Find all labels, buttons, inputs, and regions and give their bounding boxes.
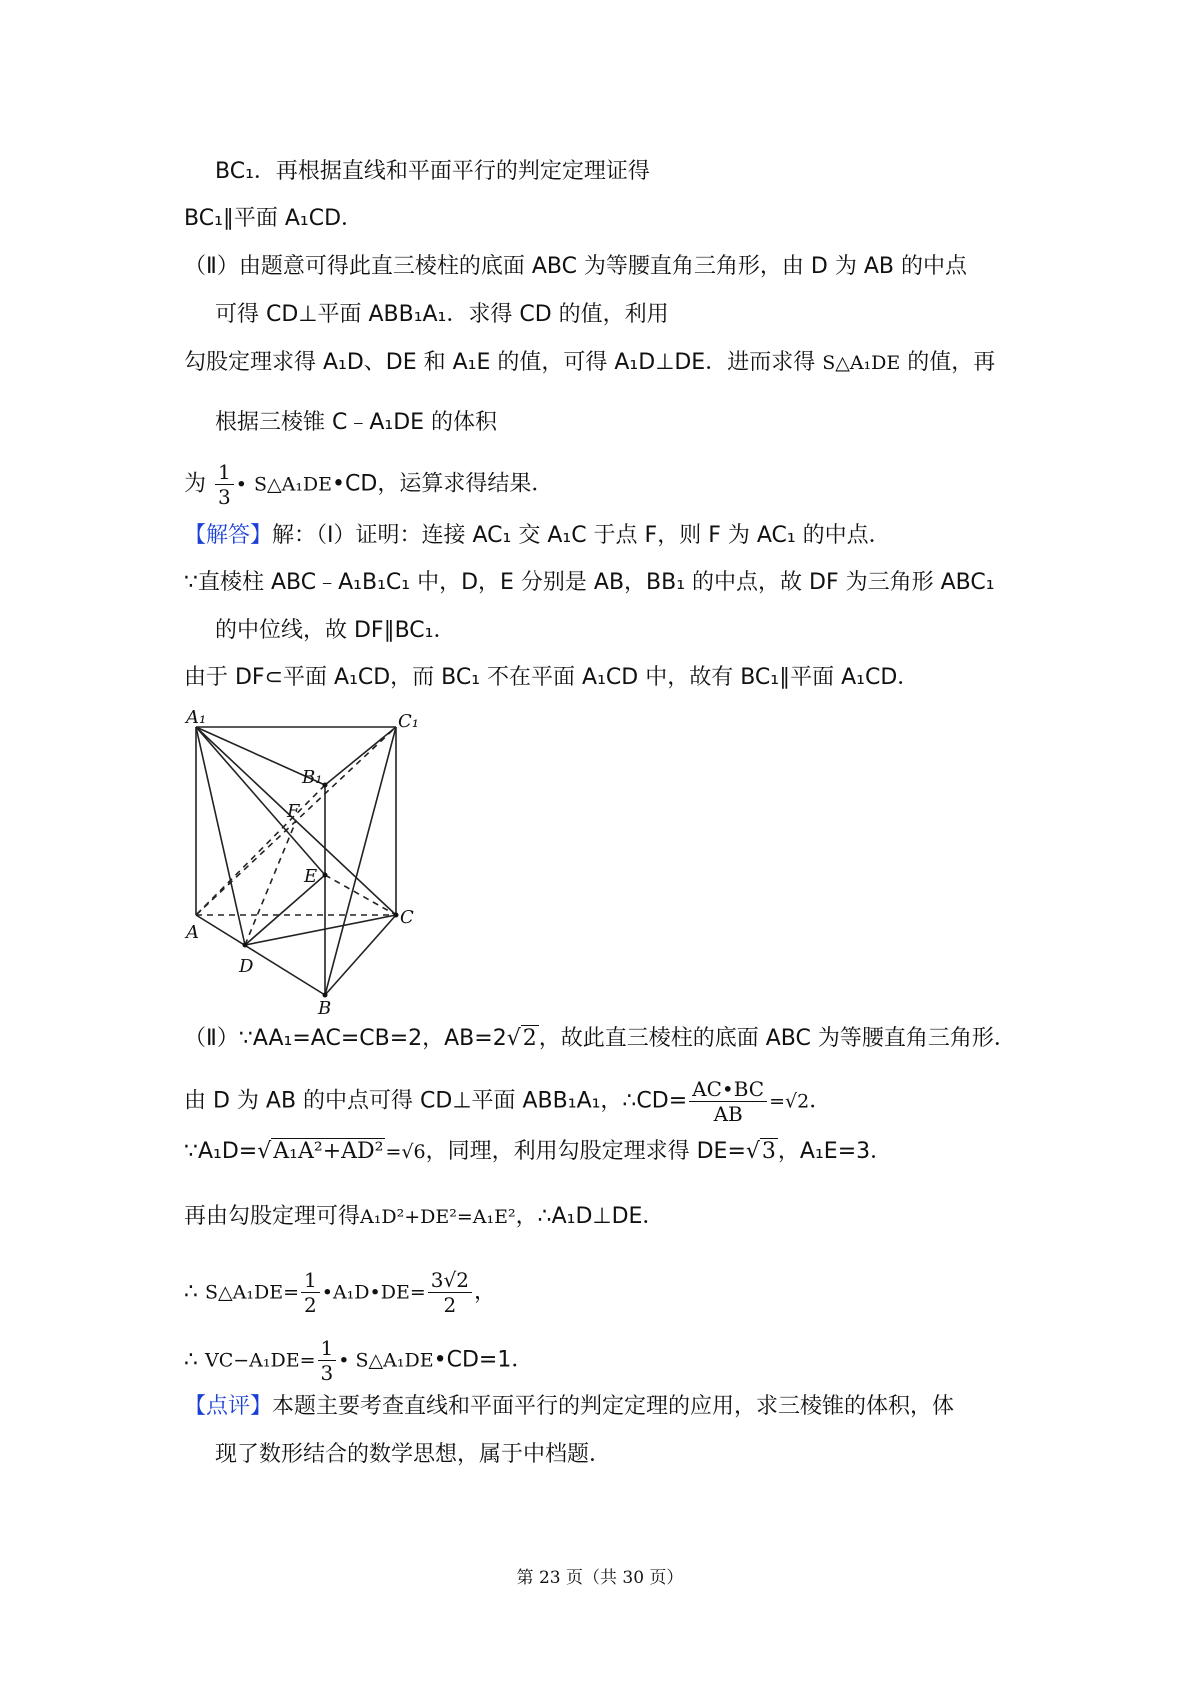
area-expression: • S△A₁DE [338, 1349, 434, 1372]
point-c [394, 913, 399, 918]
text: 为 [184, 471, 207, 497]
radicand: A₁A²+AD² [273, 1139, 384, 1164]
page-number: 第 23 页（共 30 页） [516, 1568, 684, 1588]
text-line [184, 252, 967, 282]
label-b1: B₁ [302, 767, 323, 788]
fraction [689, 1077, 767, 1126]
math-product: •A₁D•DE= [321, 1281, 426, 1304]
text: ，同理，利用勾股定理求得 DE= [425, 1139, 746, 1164]
denominator: 2 [304, 1293, 317, 1317]
area-expression: S△A₁DE [822, 352, 901, 374]
answer-label: 【解答】 [184, 523, 273, 548]
text-line [215, 616, 455, 646]
text: BC₁．再根据直线和平面平行的判定定理证得 [215, 159, 650, 184]
text-line [215, 300, 669, 330]
text-line [184, 1336, 533, 1385]
text: BC₁∥平面 A₁CD． [184, 206, 364, 231]
point-e [323, 873, 328, 878]
math-value: =√6 [385, 1141, 426, 1163]
numerator: 1 [318, 1336, 337, 1361]
numerator: AC•BC [689, 1077, 767, 1102]
text-line [215, 408, 497, 438]
prism-figure [184, 705, 434, 1015]
text-line [184, 521, 891, 551]
denominator: 3 [218, 485, 231, 509]
text-line [184, 460, 553, 509]
text: •CD，运算求得结果． [332, 471, 554, 497]
fraction [301, 1268, 320, 1317]
radicand: 3 [761, 1139, 776, 1164]
math-value: =√2 [769, 1090, 810, 1113]
edge-a1-e [196, 727, 325, 875]
text-line [184, 663, 919, 693]
text-line [184, 1137, 892, 1167]
text: ，A₁E=3． [777, 1139, 893, 1164]
label-a1: A₁ [186, 707, 207, 728]
page-footer [0, 1563, 1200, 1588]
label-f: F [287, 801, 300, 822]
text-line [184, 1268, 496, 1317]
radicand: 2 [522, 1026, 537, 1051]
edge-a1-d [196, 727, 245, 945]
sqrt-expression: √2 [506, 1026, 537, 1051]
edge-b1-a-dashed [196, 785, 325, 915]
text-line [184, 1077, 831, 1126]
sqrt-expression: √A₁A²+AD² [257, 1139, 384, 1164]
text: 的值，再 [907, 350, 996, 375]
text-line [184, 1202, 664, 1232]
text: 再由勾股定理可得 [184, 1204, 361, 1229]
label-c: C [400, 907, 414, 928]
denominator: 3 [320, 1361, 334, 1385]
text: ∵A₁D= [184, 1139, 258, 1164]
dot: • [235, 473, 247, 496]
text: （Ⅱ）∵AA₁=AC=CB=2，AB=2 [184, 1026, 507, 1051]
text-line [184, 348, 995, 378]
label-c1: C₁ [398, 711, 419, 732]
text: 由 D 为 AB 的中点可得 CD⊥平面 ABB₁A₁，∴CD= [184, 1088, 688, 1114]
denominator: AB [713, 1102, 743, 1126]
volume-expression: VC−A₁DE= [205, 1349, 316, 1372]
numerator: 1 [301, 1268, 320, 1293]
text: 可得 CD⊥平面 ABB₁A₁．求得 CD 的值，利用 [215, 302, 669, 327]
text: 的中位线，故 DF∥BC₁． [215, 618, 456, 643]
text: ． [809, 1088, 832, 1114]
text: 解：（Ⅰ）证明：连接 AC₁ 交 A₁C 于点 F，则 F 为 AC₁ 的中点． [272, 523, 891, 548]
point-b1 [323, 783, 328, 788]
text-line [184, 204, 363, 234]
text: （Ⅱ）由题意可得此直三棱柱的底面 ABC 为等腰直角三角形，由 D 为 AB 的中点 [184, 254, 967, 279]
point-b [323, 993, 328, 998]
point-d [243, 943, 248, 948]
label-d: D [239, 956, 254, 977]
text: 现了数形结合的数学思想，属于中档题． [215, 1442, 612, 1467]
text: ，故此直三棱柱的底面 ABC 为等腰直角三角形． [538, 1026, 1016, 1051]
text: 勾股定理求得 A₁D、DE 和 A₁E 的值，可得 A₁D⊥DE．进而求得 [184, 350, 816, 375]
label-a: A [186, 922, 199, 943]
numerator: 3√2 [428, 1268, 472, 1293]
pythagorean-equation: A₁D²+DE²=A₁E² [360, 1206, 516, 1228]
numerator: 1 [215, 460, 234, 485]
text: •CD=1． [433, 1347, 534, 1373]
area-expression: S△A₁DE= [205, 1281, 299, 1304]
text: ∵直棱柱 ABC﹣A₁B₁C₁ 中，D，E 分别是 AB，BB₁ 的中点，故 DF 为三角形 ABC₁ [184, 570, 995, 595]
text: 根据三棱锥 C﹣A₁DE 的体积 [215, 410, 498, 435]
text: 由于 DF⊂平面 A₁CD，而 BC₁ 不在平面 A₁CD 中，故有 BC₁∥平面 A₁CD． [184, 665, 920, 690]
area-expression: S△A₁DE [253, 473, 333, 496]
text: ∴ [184, 1279, 198, 1305]
label-b: B [318, 998, 332, 1015]
edge-c1-b1 [325, 727, 396, 785]
fraction [428, 1268, 472, 1317]
fraction [215, 460, 234, 509]
text: ，∴A₁D⊥DE． [515, 1204, 665, 1229]
text: 本题主要考查直线和平面平行的判定定理的应用，求三棱锥的体积，体 [272, 1394, 955, 1419]
text-line [215, 157, 650, 187]
label-e: E [304, 866, 318, 887]
text: ， [473, 1279, 496, 1305]
sqrt-expression: √3 [745, 1139, 776, 1164]
text-line [184, 1392, 954, 1422]
text-line [215, 1440, 611, 1470]
denominator: 2 [443, 1293, 457, 1317]
text: ∴ [184, 1347, 198, 1373]
text-line [184, 568, 995, 598]
text-line [184, 1024, 1016, 1054]
fraction [318, 1336, 337, 1385]
edge-a-b [196, 915, 325, 995]
comment-label: 【点评】 [184, 1394, 273, 1419]
